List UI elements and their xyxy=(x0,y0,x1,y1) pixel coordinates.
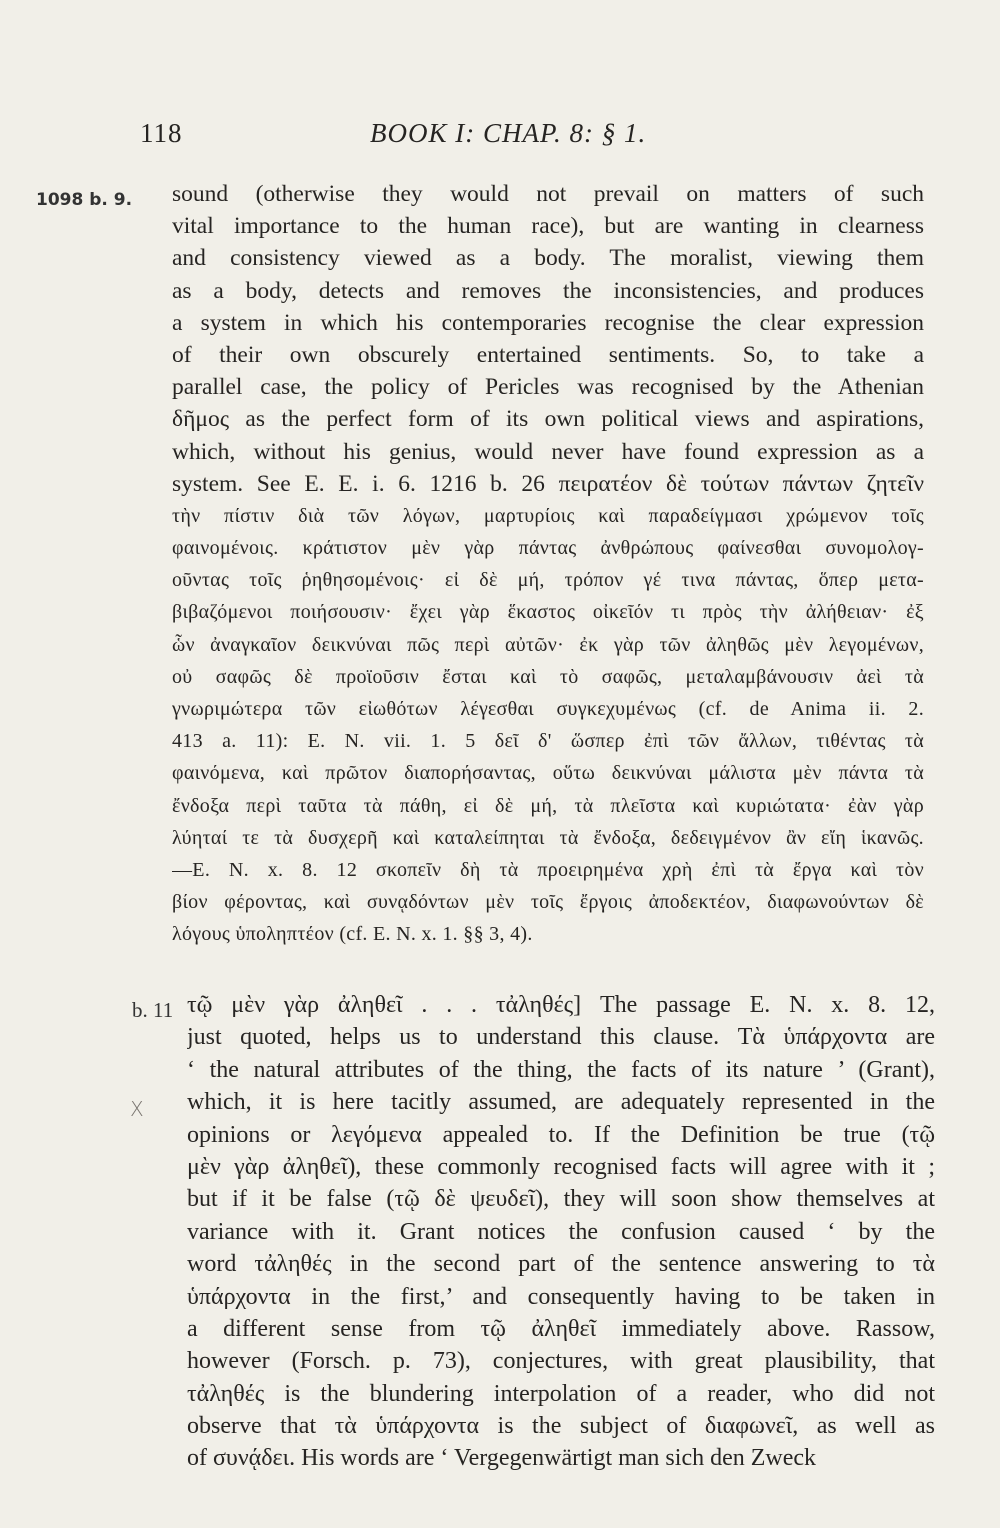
text-line: φαινόμενα, καὶ πρῶτον διαπορήσαντας, οὕτω δεικνύναι μάλιστα μὲν πάντα τὰ xyxy=(172,762,924,785)
page-header xyxy=(0,118,1000,158)
line-reference-first: 1098 b. 9. xyxy=(36,190,133,210)
text-line: as a body, detects and removes the inconsistencies, and produces xyxy=(172,277,924,304)
text-line: φαινομένοις. κράτιστον μὲν γὰρ πάντας ἀνθρώπους φαίνεσθαι συνομολογ- xyxy=(172,537,924,560)
commentary-paragraph-2 xyxy=(187,989,935,1475)
text-line: ὑπάρχοντα in the first,’ and consequently having to be taken in xyxy=(187,1283,935,1310)
margin-pencil-mark: X xyxy=(130,1097,144,1121)
text-line: vital importance to the human race), but are wanting in clearness xyxy=(172,213,924,240)
text-line: μὲν γὰρ ἀληθεῖ), these commonly recognised facts will agree with it ; xyxy=(187,1153,935,1180)
text-line: λύηταί τε τὰ δυσχερῆ καὶ καταλείπηται τὰ ἔνδοξα, δεδειγμένον ἂν εἴη ἱκανῶς. xyxy=(172,826,924,849)
text-line: and consistency viewed as a body. The moralist, viewing them xyxy=(172,245,924,272)
text-line: but if it be false (τῷ δὲ ψευδεῖ), they will soon show themselves at xyxy=(187,1186,935,1213)
text-line: of their own obscurely entertained sentiments. So, to take a xyxy=(172,341,924,368)
text-line: οὐ σαφῶς δὲ προϊοῦσιν ἔσται καὶ τὸ σαφῶς, μεταλαμβάνουσιν ἀεὶ τὰ xyxy=(172,665,924,688)
text-line: word τἀληθές in the second part of the sentence answering to τὰ xyxy=(187,1251,935,1278)
text-line: a system in which his contemporaries recognise the clear expression xyxy=(172,309,924,336)
text-line: ἔνδοξα περὶ ταῦτα τὰ πάθη, εἰ δὲ μή, τὰ πλεῖστα καὶ κυριώτατα· ἐὰν γὰρ xyxy=(172,794,924,817)
text-line: opinions or λεγόμενα appealed to. If the Definition be true (τῷ xyxy=(187,1121,935,1148)
text-line: just quoted, helps us to understand this clause. Τὰ ὑπάρχοντα are xyxy=(187,1024,935,1051)
text-line: parallel case, the policy of Pericles was recognised by the Athenian xyxy=(172,374,924,401)
text-line: —E. N. x. 8. 12 σκοπεῖν δὴ τὰ προειρημένα χρὴ ἐπὶ τὰ ἔργα καὶ τὸν xyxy=(172,858,924,881)
page-number: 118 xyxy=(140,118,183,148)
text-line: λόγους ὑποληπτέον (cf. E. N. x. 1. §§ 3, 4). xyxy=(172,923,533,946)
text-line: which, without his genius, would never have found expression as a xyxy=(172,438,924,465)
text-line: variance with it. Grant notices the confusion caused ‘ by the xyxy=(187,1218,935,1245)
running-head: BOOK I: CHAP. 8: § 1. xyxy=(370,118,647,148)
text-line: system. See E. E. i. 6. 1216 b. 26 πειρατέον δὲ τούτων πάντων ζητεῖν xyxy=(172,470,924,497)
commentary-paragraph-1 xyxy=(172,178,924,951)
text-line: which, it is here tacitly assumed, are adequately represented in the xyxy=(187,1089,935,1116)
text-line: of συνᾴδει. His words are ‘ Vergegenwärtigt man sich den Zweck xyxy=(187,1445,817,1472)
text-line: τῷ μὲν γὰρ ἀληθεῖ . . . τἀληθές] The passage E. N. x. 8. 12, xyxy=(187,992,935,1018)
line-reference-second: b. 11 xyxy=(132,998,174,1022)
text-line: οῦντας τοῖς ῥηθησομένοις· εἰ δὲ μή, τρόπον γέ τινα πάντας, ὅπερ μετα- xyxy=(172,569,924,592)
text-line: βίον φέροντας, καὶ συνᾳδόντων μὲν τοῖς ἔργοις ἀποδεκτέον, διαφωνούντων δὲ xyxy=(172,891,924,914)
text-line: τἀληθές is the blundering interpolation of a reader, who did not xyxy=(187,1380,935,1407)
text-line: sound (otherwise they would not prevail on matters of such xyxy=(172,181,924,207)
text-line: δῆμος as the perfect form of its own political views and aspirations, xyxy=(172,406,924,433)
text-line: 413 a. 11): E. N. vii. 1. 5 δεῖ δ' ὥσπερ ἐπὶ τῶν ἄλλων, τιθέντας τὰ xyxy=(172,730,924,753)
text-line: τὴν πίστιν διὰ τῶν λόγων, μαρτυρίοις καὶ παραδείγμασι χρώμενον τοῖς xyxy=(172,504,924,527)
text-line: ‘ the natural attributes of the thing, the facts of its nature ’ (Grant), xyxy=(187,1056,935,1083)
text-line: βιβαζόμενοι ποιήσουσιν· ἔχει γὰρ ἕκαστος οἰκεῖόν τι πρὸς τὴν ἀλήθειαν· ἐξ xyxy=(172,601,924,624)
text-line: γνωριμώτερα τῶν εἰωθότων λέγεσθαι συγκεχυμένως (cf. de Anima ii. 2. xyxy=(172,698,924,720)
text-line: a different sense from τῷ ἀληθεῖ immediately above. Rassow, xyxy=(187,1315,935,1342)
text-line: however (Forsch. p. 73), conjectures, with great plausibility, that xyxy=(187,1348,935,1375)
text-line: ὧν ἀναγκαῖον δεικνύναι πῶς περὶ αὐτῶν· ἐκ γὰρ τῶν ἀληθῶς μὲν λεγομένων, xyxy=(172,633,924,656)
text-line: observe that τὰ ὑπάρχοντα is the subject of διαφωνεῖ, as well as xyxy=(187,1413,935,1440)
